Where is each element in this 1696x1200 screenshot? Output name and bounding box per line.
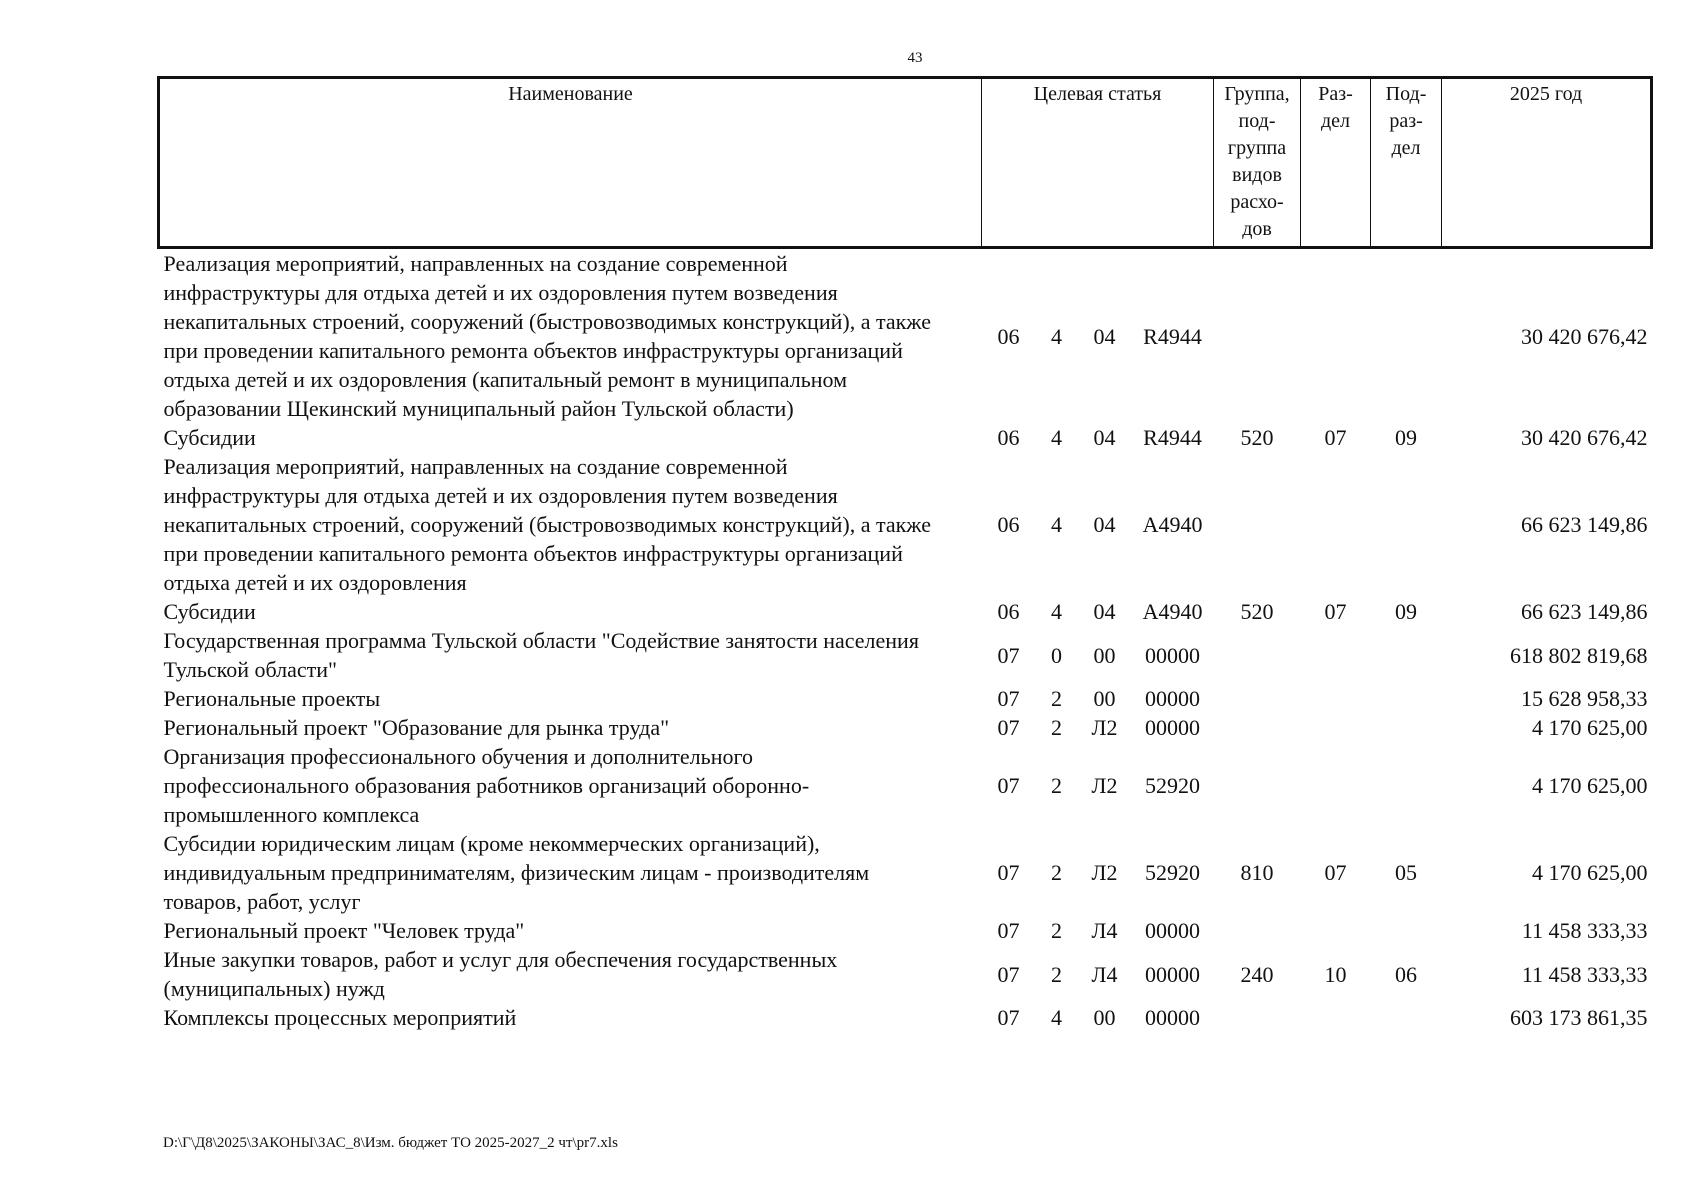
row-amount: 4 170 625,00 bbox=[1532, 773, 1648, 798]
row-name: Субсидии bbox=[163, 599, 256, 624]
row-target-direction: 00000 bbox=[1145, 686, 1201, 711]
row-target-direction: 00000 bbox=[1145, 642, 1201, 668]
row-target-type: 4 bbox=[1051, 323, 1062, 349]
row-target-type: 2 bbox=[1051, 918, 1062, 943]
row-target-type: 2 bbox=[1051, 860, 1062, 885]
row-subsection bbox=[1371, 916, 1442, 945]
row-name: Организация профессионального обучения и дополнительного профессионального образования работников организаций оборонно-промышленного комплекса bbox=[163, 744, 810, 827]
row-subsection: 09 bbox=[1395, 599, 1418, 624]
table-row bbox=[159, 713, 1652, 742]
row-subsection: 09 bbox=[1395, 425, 1418, 450]
row-amount: 618 802 819,68 bbox=[1510, 642, 1648, 668]
row-expense-group bbox=[1214, 713, 1301, 742]
row-target-program: 07 bbox=[997, 961, 1020, 987]
table-row bbox=[159, 684, 1652, 713]
row-name: Комплексы процессных мероприятий bbox=[163, 1005, 517, 1030]
row-subsection bbox=[1371, 1003, 1442, 1032]
row-target-type: 2 bbox=[1051, 686, 1062, 711]
row-target-structure: 04 bbox=[1093, 512, 1116, 537]
table-row bbox=[159, 742, 1652, 829]
row-name: Реализация мероприятий, направленных на создание современной инфраструктуры для отдыха детей и их оздоровления путем возведения некапитальных строений, сооружений (быстровозводимых конструкций), а также при проведении капитального ремонта объектов инфраструктуры организаций отдыха детей и их оздоровления (капитальный ремонт в муниципальном образовании Щекинский муниципальный район Тульской области) bbox=[163, 251, 931, 421]
table-body bbox=[159, 248, 1652, 1033]
footer-file-path: D:\Г\Д8\2025\ЗАКОНЫ\ЗАС_8\Изм. бюджет ТО 2025-2027_2 чт\pr7.xls bbox=[163, 1135, 618, 1151]
row-target-direction: 00000 bbox=[1145, 1005, 1201, 1030]
row-target-structure: Л2 bbox=[1091, 860, 1118, 885]
row-expense-group bbox=[1214, 626, 1301, 684]
row-subsection: 06 bbox=[1395, 961, 1418, 987]
row-target-type: 4 bbox=[1051, 425, 1062, 450]
row-target-direction: 00000 bbox=[1145, 715, 1201, 740]
row-expense-group: 520 bbox=[1240, 599, 1274, 624]
row-target-type: 0 bbox=[1051, 642, 1062, 668]
row-subsection bbox=[1371, 713, 1442, 742]
row-name: Региональный проект "Образование для рынка труда" bbox=[163, 715, 670, 740]
row-section bbox=[1301, 916, 1371, 945]
row-target-type: 4 bbox=[1051, 1005, 1062, 1030]
row-target-direction: 00000 bbox=[1145, 961, 1201, 987]
table-row bbox=[159, 597, 1652, 626]
budget-table bbox=[157, 76, 1653, 1032]
row-target-program: 06 bbox=[997, 599, 1020, 624]
row-section: 07 bbox=[1324, 599, 1347, 624]
row-target-type: 4 bbox=[1051, 512, 1062, 537]
row-expense-group bbox=[1214, 742, 1301, 829]
row-expense-group bbox=[1214, 916, 1301, 945]
row-target-program: 07 bbox=[997, 686, 1020, 711]
row-name: Субсидии bbox=[163, 425, 256, 450]
row-target-type: 2 bbox=[1051, 961, 1062, 987]
row-subsection bbox=[1371, 248, 1442, 424]
table-row bbox=[159, 829, 1652, 916]
row-section: 07 bbox=[1324, 425, 1347, 450]
table-row bbox=[159, 626, 1652, 684]
row-target-direction: R4944 bbox=[1143, 323, 1202, 349]
row-target-program: 07 bbox=[997, 1005, 1020, 1030]
row-amount: 15 628 958,33 bbox=[1521, 686, 1648, 711]
row-target-type: 2 bbox=[1051, 773, 1062, 798]
row-amount: 11 458 333,33 bbox=[1521, 918, 1648, 943]
row-section bbox=[1301, 742, 1371, 829]
row-name: Реализация мероприятий, направленных на создание современной инфраструктуры для отдыха детей и их оздоровления путем возведения некапитальных строений, сооружений (быстровозводимых конструкций), а также при проведении капитального ремонта объектов инфраструктуры организаций отдыха детей и их оздоровления bbox=[163, 454, 931, 595]
row-name: Региональные проекты bbox=[163, 686, 381, 711]
header-name: Наименование bbox=[159, 78, 982, 248]
row-amount: 11 458 333,33 bbox=[1521, 961, 1648, 987]
row-name: Региональный проект "Человек труда" bbox=[163, 918, 525, 943]
row-target-direction: 52920 bbox=[1145, 860, 1201, 885]
row-amount: 66 623 149,86 bbox=[1521, 599, 1648, 624]
row-target-direction: А4940 bbox=[1142, 599, 1203, 624]
row-target-structure: Л2 bbox=[1091, 773, 1118, 798]
row-amount: 4 170 625,00 bbox=[1532, 715, 1648, 740]
row-expense-group: 810 bbox=[1240, 860, 1274, 885]
table-row bbox=[159, 248, 1652, 424]
row-section bbox=[1301, 713, 1371, 742]
table-row bbox=[159, 1003, 1652, 1032]
header-target-article: Целевая статья bbox=[982, 78, 1214, 248]
row-target-structure: 04 bbox=[1093, 599, 1116, 624]
row-section: 10 bbox=[1324, 961, 1347, 987]
row-subsection bbox=[1371, 742, 1442, 829]
table-header bbox=[159, 78, 1652, 248]
row-amount: 603 173 861,35 bbox=[1510, 1005, 1648, 1030]
row-section bbox=[1301, 1003, 1371, 1032]
row-target-structure: Л2 bbox=[1091, 715, 1118, 740]
row-amount: 66 623 149,86 bbox=[1521, 512, 1648, 537]
row-target-program: 07 bbox=[997, 918, 1020, 943]
row-target-structure: Л4 bbox=[1091, 961, 1118, 987]
row-amount: 4 170 625,00 bbox=[1532, 860, 1648, 885]
row-target-type: 4 bbox=[1051, 599, 1062, 624]
row-expense-group bbox=[1214, 248, 1301, 424]
header-section: Раз-дел bbox=[1301, 78, 1371, 248]
row-target-structure: 00 bbox=[1093, 642, 1116, 668]
row-expense-group bbox=[1214, 452, 1301, 597]
row-target-program: 06 bbox=[997, 512, 1020, 537]
header-group: Группа, под-группа видов расхо-дов bbox=[1214, 78, 1301, 248]
row-target-program: 07 bbox=[997, 860, 1020, 885]
row-section bbox=[1301, 626, 1371, 684]
row-section bbox=[1301, 248, 1371, 424]
row-target-structure: Л4 bbox=[1091, 918, 1118, 943]
row-target-direction: 00000 bbox=[1145, 918, 1201, 943]
row-target-program: 06 bbox=[997, 323, 1020, 349]
row-target-direction: А4940 bbox=[1142, 512, 1203, 537]
row-name: Субсидии юридическим лицам (кроме некоммерческих организаций), индивидуальным предпринимателям, физическим лицам - производителям товаров, работ, услуг bbox=[163, 831, 870, 914]
table-row bbox=[159, 916, 1652, 945]
row-expense-group: 240 bbox=[1240, 961, 1274, 987]
row-target-program: 06 bbox=[997, 425, 1020, 450]
header-subsection: Под-раз-дел bbox=[1371, 78, 1442, 248]
row-target-structure: 00 bbox=[1093, 1005, 1116, 1030]
row-expense-group: 520 bbox=[1240, 425, 1274, 450]
table-row bbox=[159, 945, 1652, 1003]
row-target-structure: 00 bbox=[1093, 686, 1116, 711]
table-row bbox=[159, 452, 1652, 597]
page-number: 43 bbox=[907, 50, 923, 66]
row-target-program: 07 bbox=[997, 773, 1020, 798]
table-row bbox=[159, 423, 1652, 452]
row-subsection bbox=[1371, 626, 1442, 684]
row-target-direction: 52920 bbox=[1145, 773, 1201, 798]
header-amount: 2025 год bbox=[1442, 78, 1652, 248]
row-amount: 30 420 676,42 bbox=[1521, 323, 1648, 349]
row-amount: 30 420 676,42 bbox=[1521, 425, 1648, 450]
row-target-structure: 04 bbox=[1093, 323, 1116, 349]
row-subsection bbox=[1371, 684, 1442, 713]
row-name: Иные закупки товаров, работ и услуг для обеспечения государственных (муниципальных) нужд bbox=[163, 947, 838, 1001]
row-section bbox=[1301, 684, 1371, 713]
row-target-program: 07 bbox=[997, 642, 1020, 668]
row-target-direction: R4944 bbox=[1143, 425, 1202, 450]
row-subsection bbox=[1371, 452, 1442, 597]
row-section: 07 bbox=[1324, 860, 1347, 885]
row-expense-group bbox=[1214, 684, 1301, 713]
row-name: Государственная программа Тульской области "Содействие занятости населения Тульской области" bbox=[163, 628, 919, 682]
row-expense-group bbox=[1214, 1003, 1301, 1032]
row-subsection: 05 bbox=[1395, 860, 1418, 885]
row-section bbox=[1301, 452, 1371, 597]
row-target-type: 2 bbox=[1051, 715, 1062, 740]
row-target-structure: 04 bbox=[1093, 425, 1116, 450]
row-target-program: 07 bbox=[997, 715, 1020, 740]
